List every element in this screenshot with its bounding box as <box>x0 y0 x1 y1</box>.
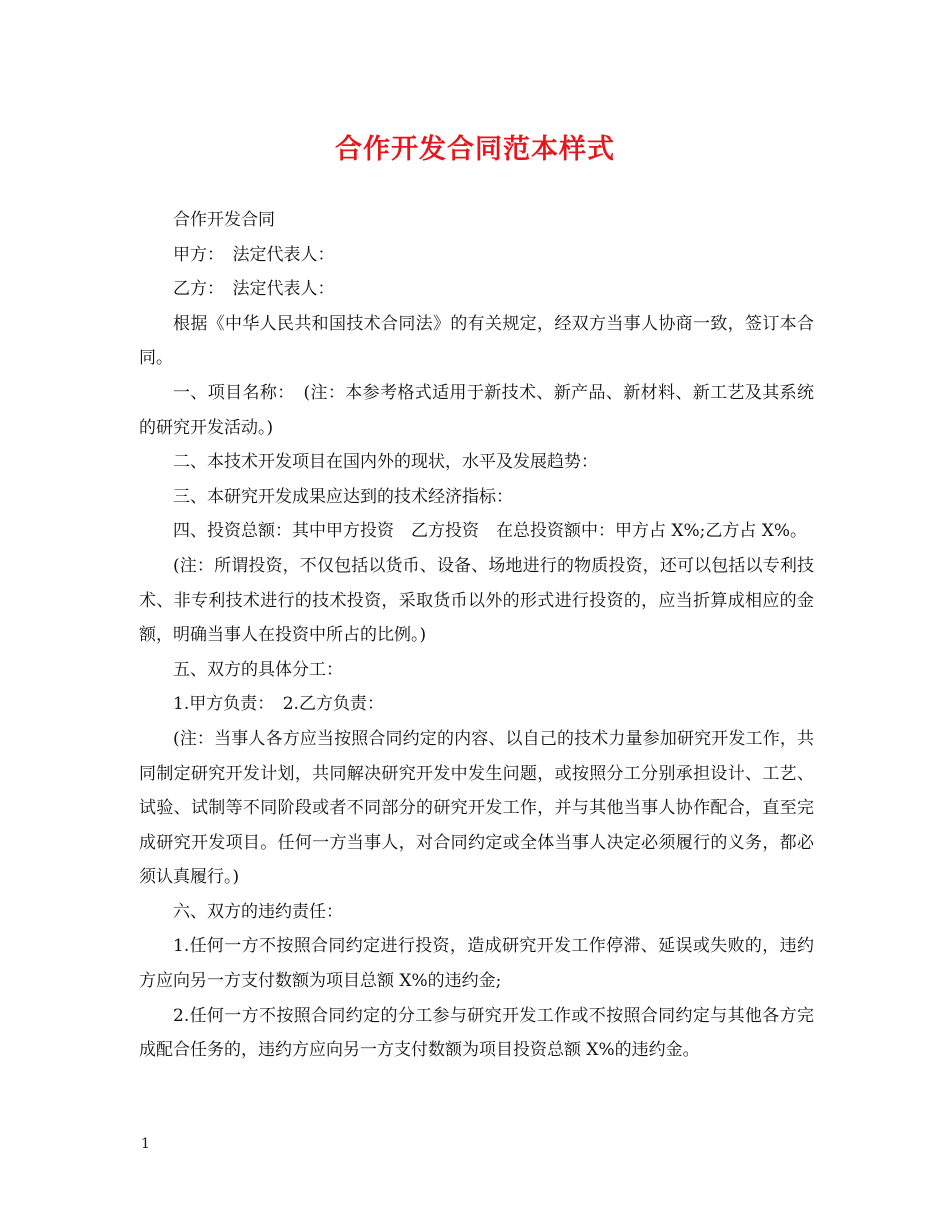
paragraph-investment-note: (注：所谓投资，不仅包括以货币、设备、场地进行的物质投资，还可以包括以专利技术、非专利技术进行的技术投资，采取货币以外的形式进行投资的，应当折算成相应的金额，明确当事人在投资中所占的比例。) <box>139 555 814 646</box>
document-title: 合作开发合同范本样式 <box>335 134 615 165</box>
paragraph-party-b: 乙方： 法定代表人： <box>173 279 335 300</box>
paragraph-contract-name: 合作开发合同 <box>173 210 275 230</box>
paragraph-section-5: 五、双方的具体分工： <box>173 659 343 680</box>
paragraph-section-2: 二、本技术开发项目在国内外的现状，水平及发展趋势： <box>173 452 598 473</box>
paragraph-liability-2: 2.任何一方不按照合同约定的分工参与研究开发工作或不按照合同约定与其他各方完成配合任务的，违约方应向另一方支付数额为项目投资总额 X%的违约金。 <box>139 1005 814 1061</box>
paragraph-liability-1: 1.任何一方不按照合同约定进行投资，造成研究开发工作停滞、延误或失败的，违约方应向另一方支付数额为项目总额 X%的违约金; <box>139 936 814 992</box>
paragraph-division-items: 1.甲方负责： 2.乙方负责： <box>173 694 384 715</box>
paragraph-preamble: 根据《中华人民共和国技术合同法》的有关规定，经双方当事人协商一致，签订本合同。 <box>139 313 814 369</box>
paragraph-section-1: 一、项目名称： (注：本参考格式适用于新技术、新产品、新材料、新工艺及其系统的研究开发活动。) <box>139 382 814 438</box>
paragraph-division-note: (注：当事人各方应当按照合同约定的内容、以自己的技术力量参加研究开发工作，共同制定研究开发计划，共同解决研究开发中发生问题，或按照分工分别承担设计、工艺、试验、试制等不同阶段或者不同部分的研究开发工作，并与其他当事人协作配合，直至完成研究开发项目。任何一方当事人，对合同约定或全体当事人决定必须履行的义务，都必须认真履行。) <box>139 728 814 888</box>
paragraph-section-6: 六、双方的违约责任： <box>173 901 343 922</box>
paragraph-section-4: 四、投资总额：其中甲方投资 乙方投资 在总投资额中：甲方占 X%;乙方占 X%。 <box>173 521 808 542</box>
paragraph-party-a: 甲方： 法定代表人： <box>173 244 335 265</box>
paragraph-section-3: 三、本研究开发成果应达到的技术经济指标： <box>173 486 513 507</box>
page-number: 1 <box>141 1136 150 1152</box>
document-body <box>139 203 814 1068</box>
